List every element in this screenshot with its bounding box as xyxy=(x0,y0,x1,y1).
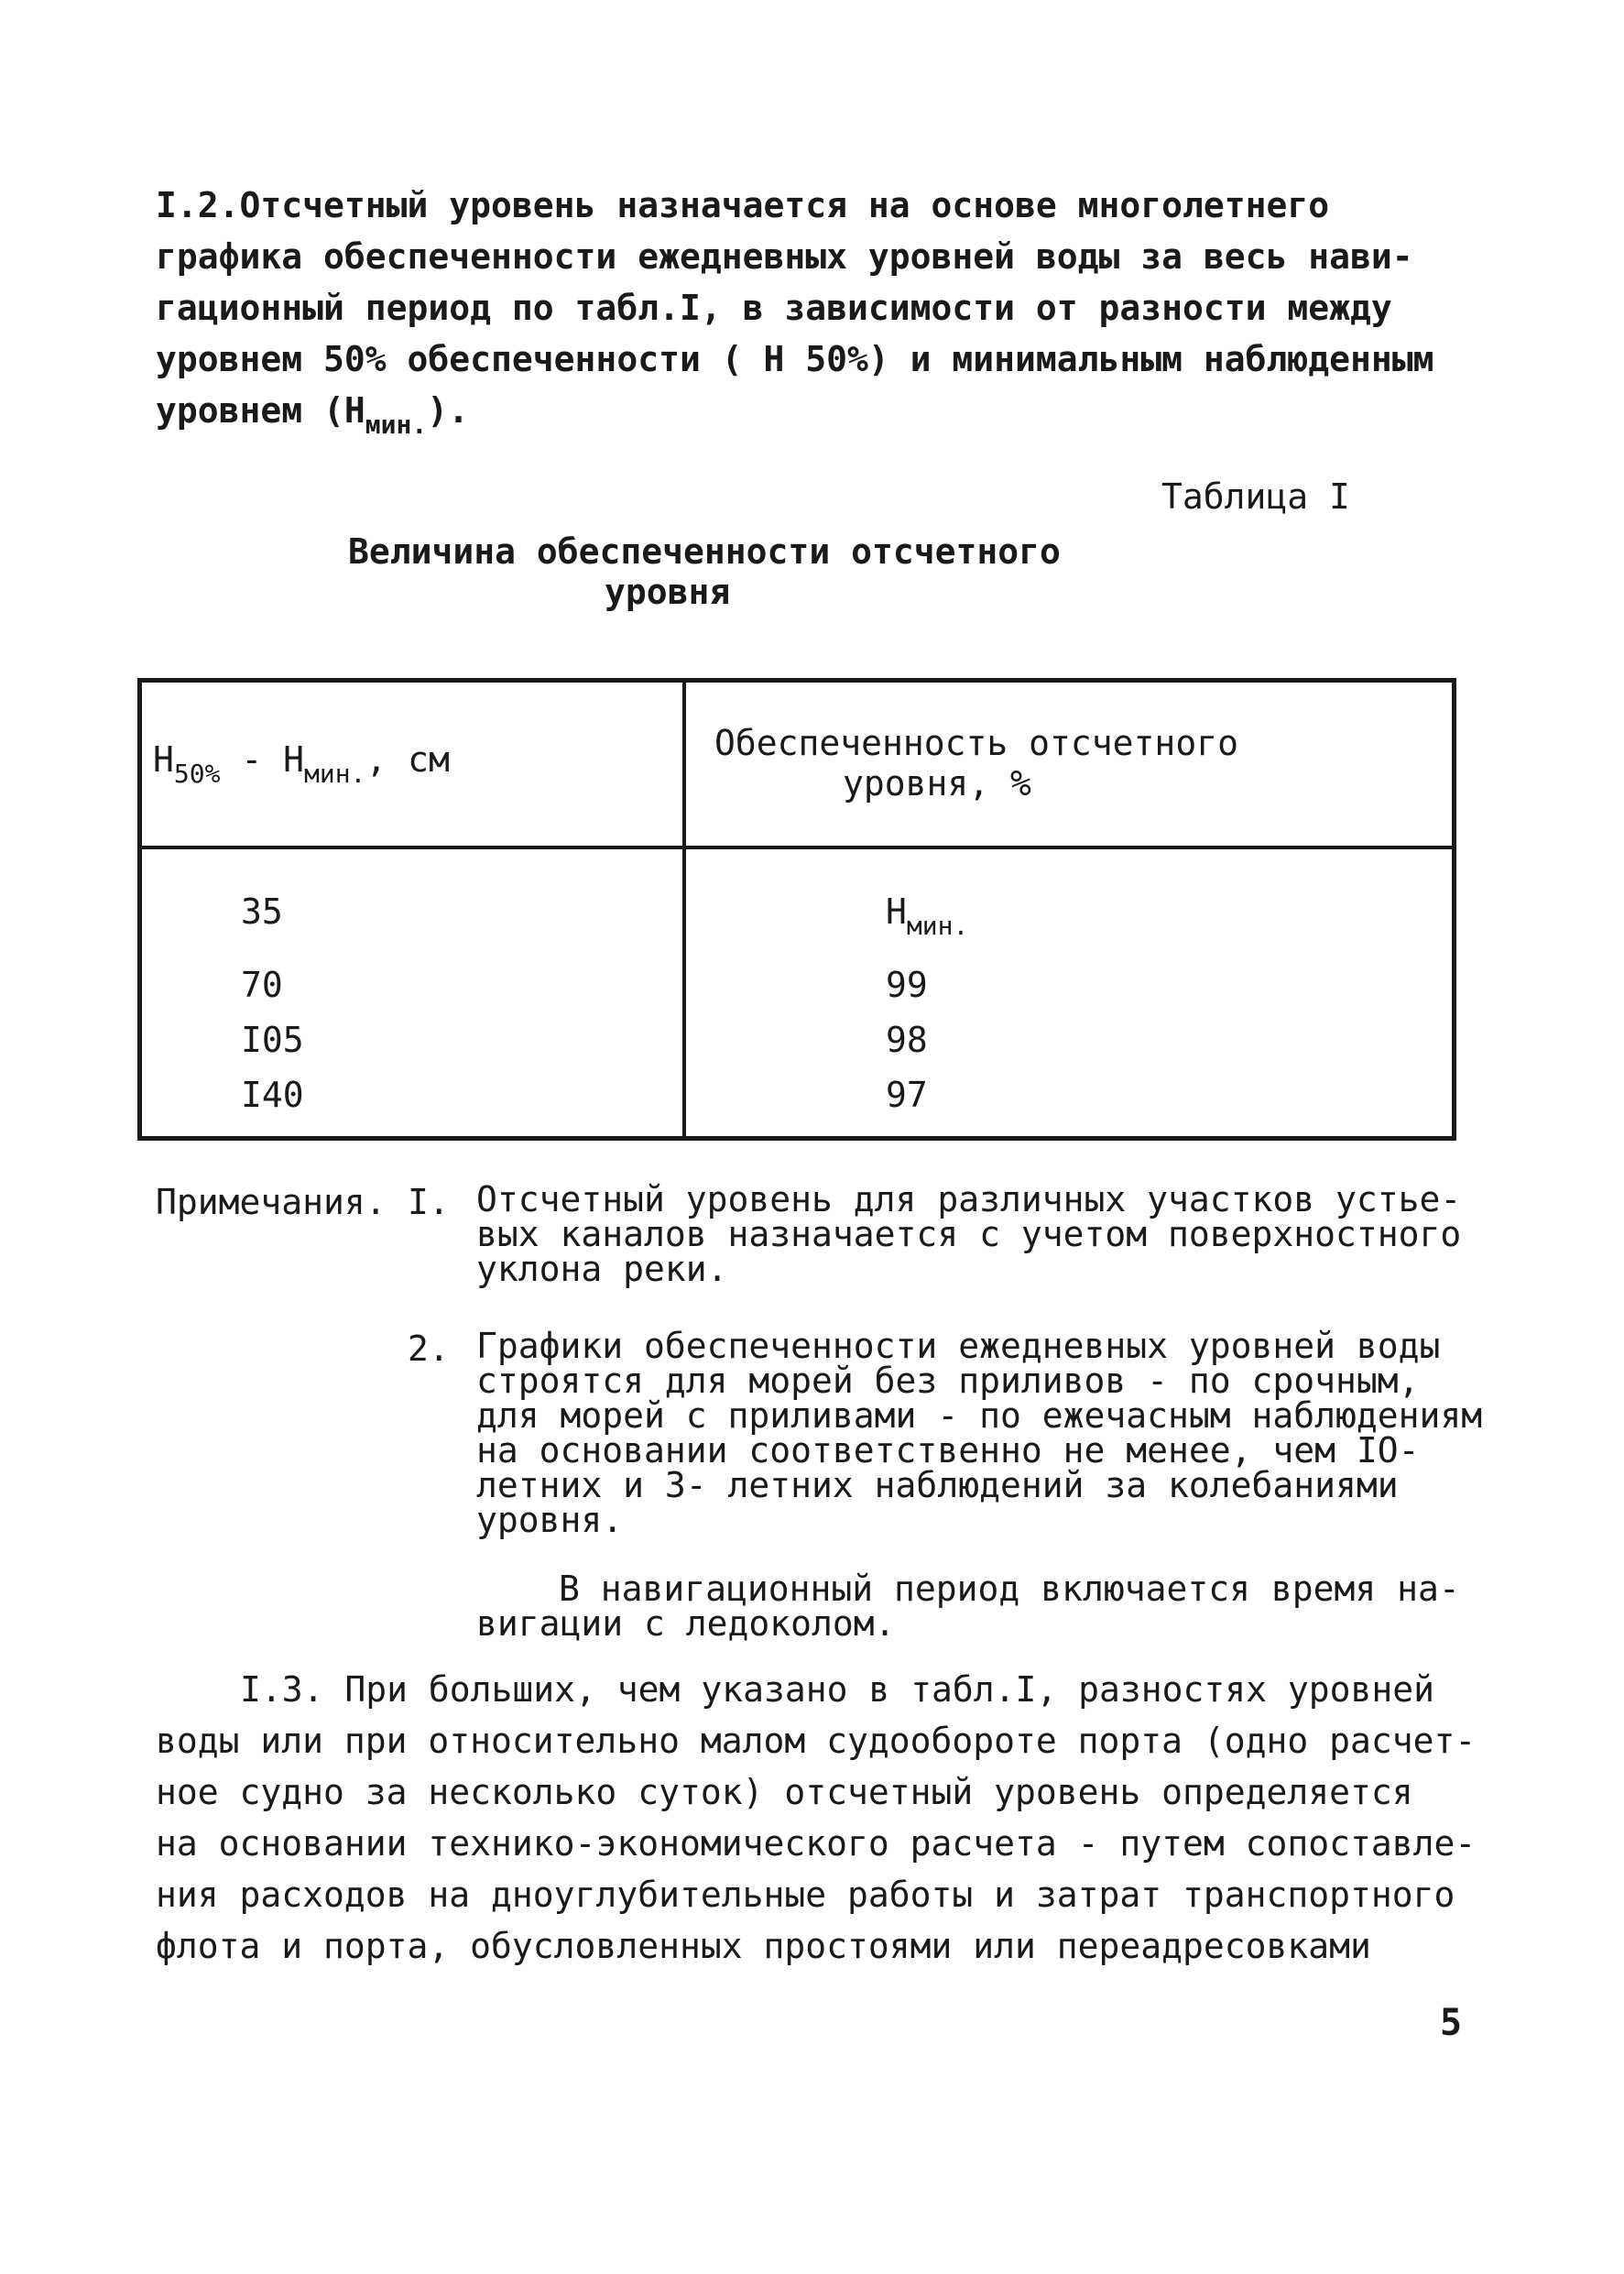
table-label: Таблица I xyxy=(1161,476,1350,517)
table-column-divider xyxy=(682,683,686,1136)
table-cell: I40 xyxy=(241,1075,304,1115)
subscript: мин. xyxy=(303,759,366,789)
text-fragment: , см xyxy=(365,739,450,780)
note-line: летних и 3- летних наблюдений за колебаниями xyxy=(476,1465,1399,1505)
table-column-differences xyxy=(241,884,304,1122)
table-title-line: уровня xyxy=(605,572,731,612)
text-fragment: Н xyxy=(153,739,174,780)
note-3 xyxy=(476,1569,1460,1644)
table-cell: 70 xyxy=(241,965,283,1005)
note-line: вигации с ледоколом. xyxy=(476,1603,896,1644)
reference-level-table xyxy=(137,678,1456,1141)
header-line: уровня, % xyxy=(843,763,1031,804)
header-line: Обеспеченность отсчетного xyxy=(714,723,1238,763)
paragraph-line: I.3. При больших, чем указано в табл.I, разностях уровней xyxy=(240,1669,1435,1710)
table-cell: 35 xyxy=(241,891,283,932)
note-2 xyxy=(476,1326,1483,1540)
paragraph-line: воды или при относительно малом судообороте порта (одно расчет- xyxy=(156,1721,1477,1761)
note-line: строятся для морей без приливов - по срочным, xyxy=(476,1361,1420,1401)
table-cell: 98 xyxy=(886,1020,928,1060)
table-header-divider xyxy=(142,846,1452,849)
subscript: 50% xyxy=(173,759,221,789)
note-line: Отсчетный уровень для различных участков устье- xyxy=(476,1179,1462,1219)
text-fragment: Н xyxy=(886,891,907,932)
notes-label: Примечания. xyxy=(156,1182,387,1222)
text-fragment: ). xyxy=(427,390,469,431)
paragraph-line: на основании технико-экономического расчета - путем сопоставле- xyxy=(156,1823,1477,1864)
note-1 xyxy=(476,1179,1462,1289)
text-fragment: - Н xyxy=(220,739,304,780)
note-number: 2. xyxy=(408,1328,450,1369)
section-1-2-paragraph xyxy=(156,183,1434,443)
paragraph-line: ния расходов на дноуглубительные работы и затрат транспортного xyxy=(156,1875,1455,1915)
section-1-3-paragraph xyxy=(156,1667,1476,1975)
note-line: В навигационный период включается время на- xyxy=(559,1569,1460,1609)
note-line: Графики обеспеченности ежедневных уровней воды xyxy=(476,1326,1441,1366)
paragraph-line xyxy=(156,388,1434,440)
note-line: уровня. xyxy=(476,1500,624,1540)
paragraph-line: гационный период по табл.I, в зависимости от разности между xyxy=(156,288,1392,328)
table-cell: 97 xyxy=(886,1075,928,1115)
paragraph-line: I.2.Отсчетный уровень назначается на основе многолетнего xyxy=(156,185,1330,225)
note-line: уклона реки. xyxy=(476,1249,728,1289)
subscript: мин. xyxy=(365,410,428,440)
paragraph-line: флота и порта, обусловленных простоями или переадресовками xyxy=(156,1926,1371,1966)
table-cell: I05 xyxy=(241,1020,304,1060)
table-title-line: Величина обеспеченности отсчетного xyxy=(348,531,1061,572)
subscript: мин. xyxy=(906,911,969,941)
note-number: I. xyxy=(408,1182,450,1222)
note-line: на основании соответственно не менее, чем IO- xyxy=(476,1430,1420,1470)
paragraph-line: ное судно за несколько суток) отсчетный уровень определяется xyxy=(156,1772,1413,1812)
table-cell xyxy=(886,884,968,957)
page-number: 5 xyxy=(1440,2002,1463,2044)
table-header-level-difference xyxy=(153,739,450,789)
note-line: вых каналов назначается с учетом поверхностного xyxy=(476,1214,1462,1254)
text-fragment: уровнем (Н xyxy=(156,390,365,431)
table-title xyxy=(348,531,1081,612)
note-line: для морей с приливами - по ежечасным наблюдениям xyxy=(476,1395,1483,1436)
table-header-reference-level xyxy=(714,723,1238,804)
table-column-values xyxy=(886,884,968,1122)
paragraph-line: уровнем 50% обеспеченности ( Н 50%) и минимальным наблюденным xyxy=(156,339,1434,379)
table-cell: 99 xyxy=(886,965,928,1005)
paragraph-line: графика обеспеченности ежедневных уровней воды за весь нави- xyxy=(156,236,1413,277)
